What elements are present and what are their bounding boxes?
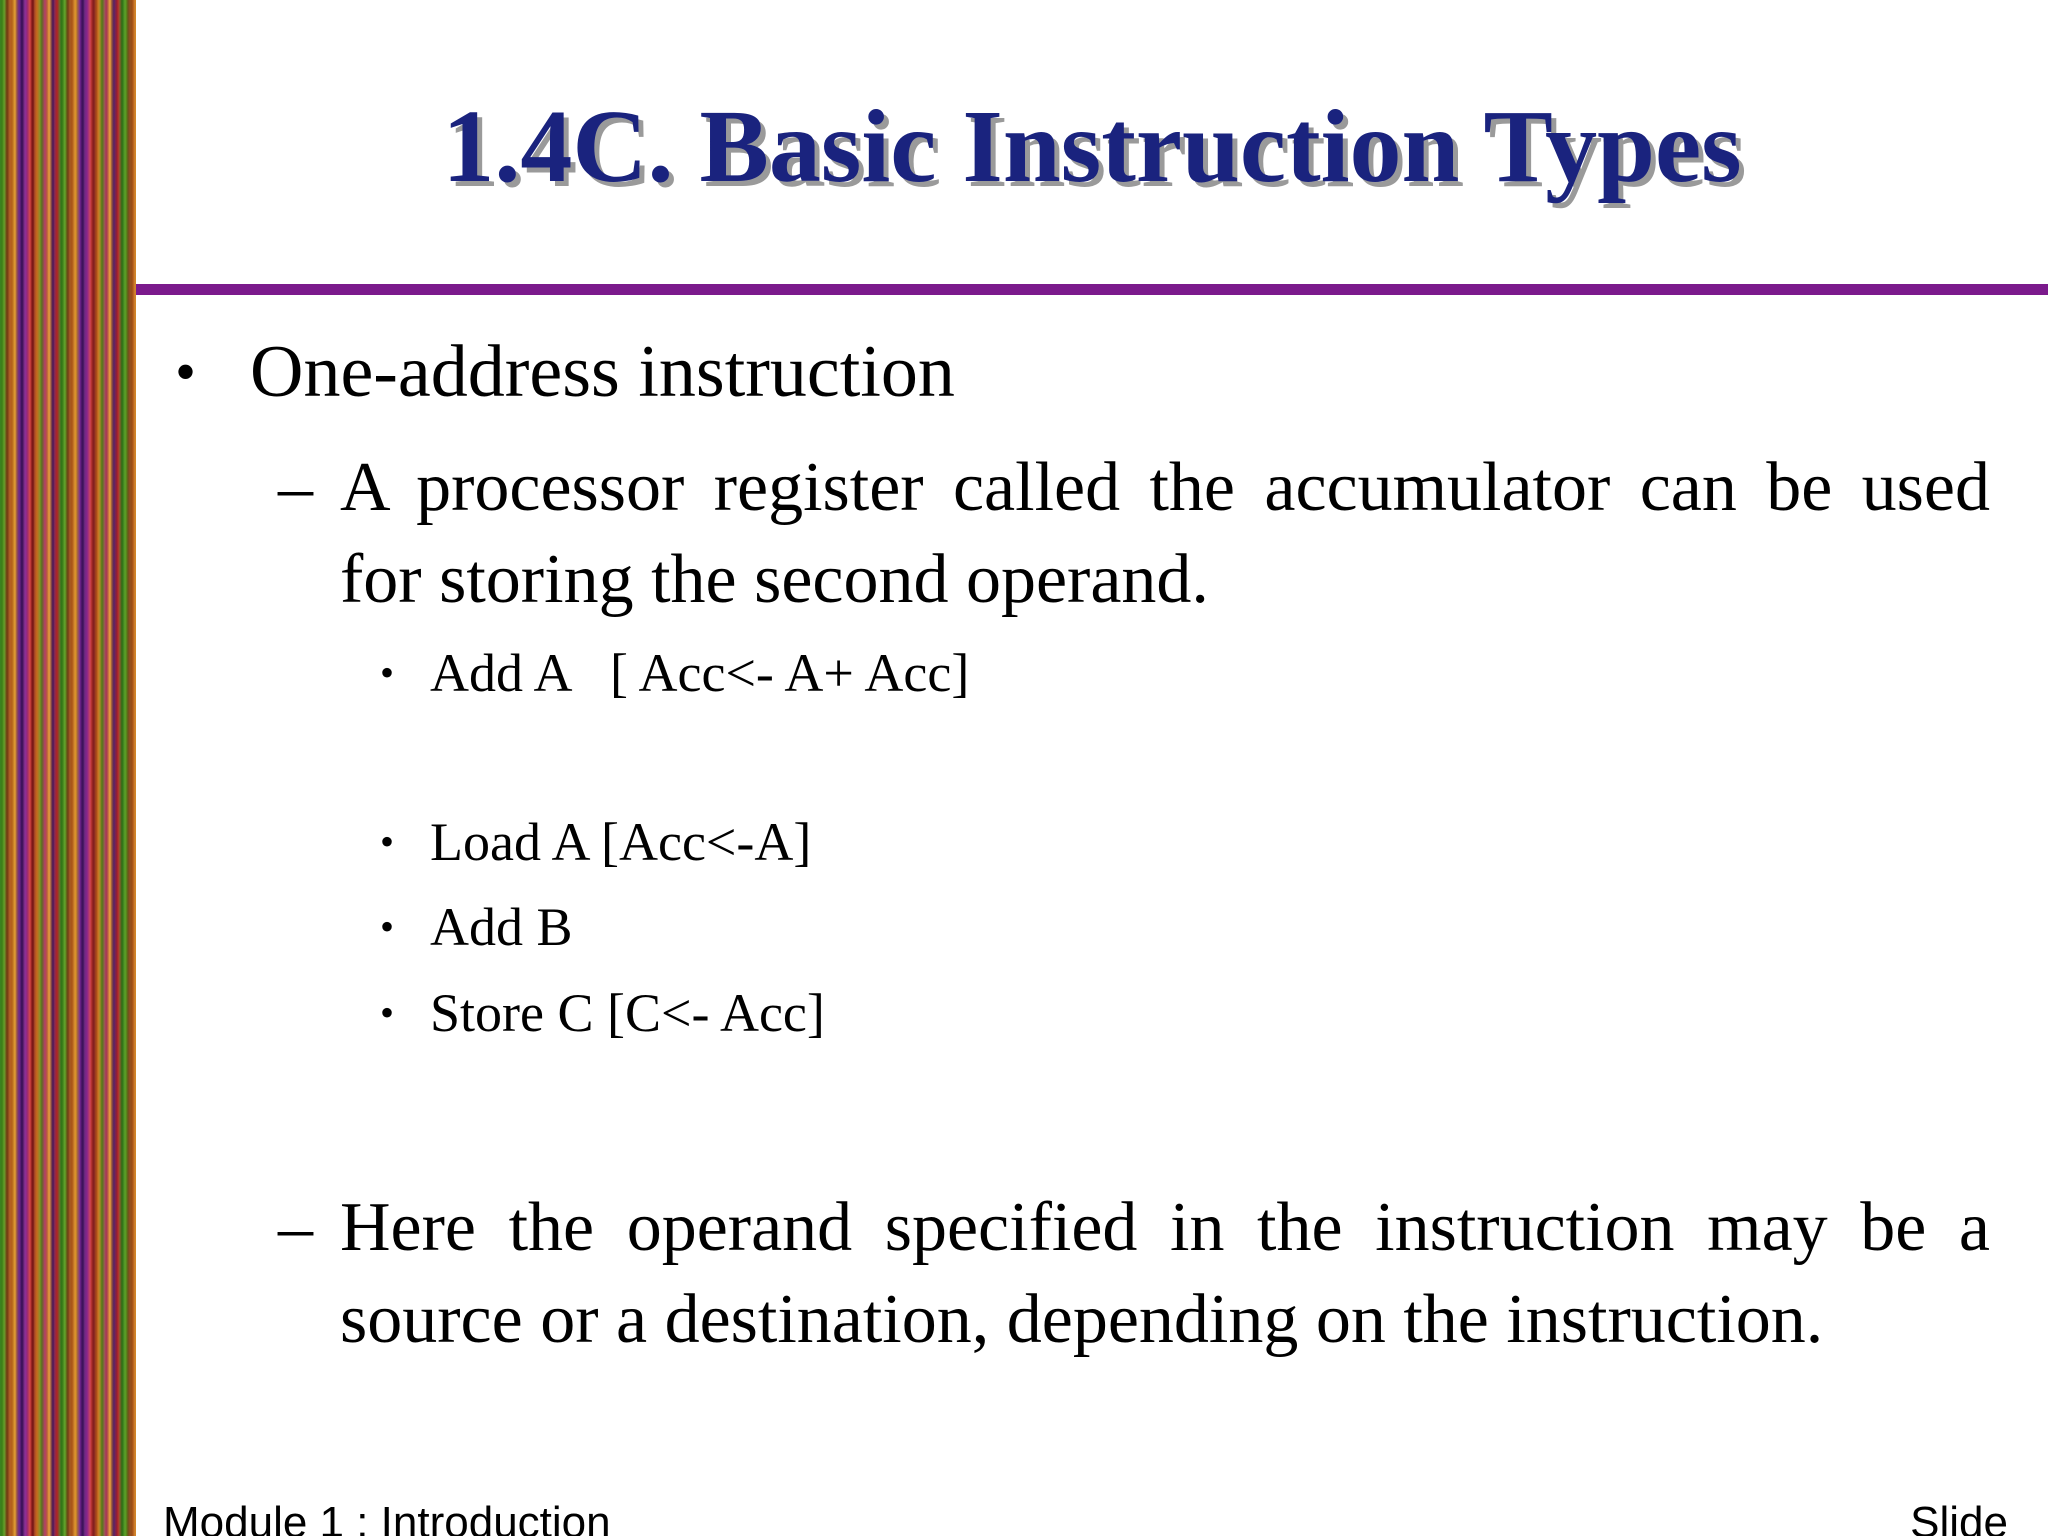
- example-add-a: Add A [ Acc<- A+ Acc]: [430, 643, 970, 703]
- main-point: One-address instruction: [250, 331, 955, 413]
- title-divider: [136, 284, 2048, 295]
- sub-bullet-marker: •: [380, 819, 395, 864]
- decorative-stripe-border: [0, 0, 136, 1536]
- dash-marker: –: [278, 449, 313, 526]
- sub-bullet-marker: •: [380, 650, 395, 695]
- footer-slide-label: Slide: [1910, 1498, 2008, 1536]
- example-load-a: Load A [Acc<-A]: [430, 812, 812, 872]
- example-add-b: Add B: [430, 897, 573, 957]
- sub-bullet-marker: •: [380, 904, 395, 949]
- subpoint-operand: Here the operand specified in the instruction may be a source or a destination, depending on the instruction.: [340, 1189, 1990, 1358]
- sub-bullet-marker: •: [380, 990, 395, 1035]
- example-store-c: Store C [C<- Acc]: [430, 983, 825, 1043]
- subpoint-accumulator: A processor register called the accumulator can be used for storing the second operand.: [340, 449, 1990, 618]
- footer-module-label: Module 1 : Introduction: [163, 1498, 611, 1536]
- dash-marker: –: [278, 1189, 313, 1266]
- bullet-marker: •: [175, 339, 197, 405]
- slide-title: 1.4C. Basic Instruction Types: [442, 89, 1742, 204]
